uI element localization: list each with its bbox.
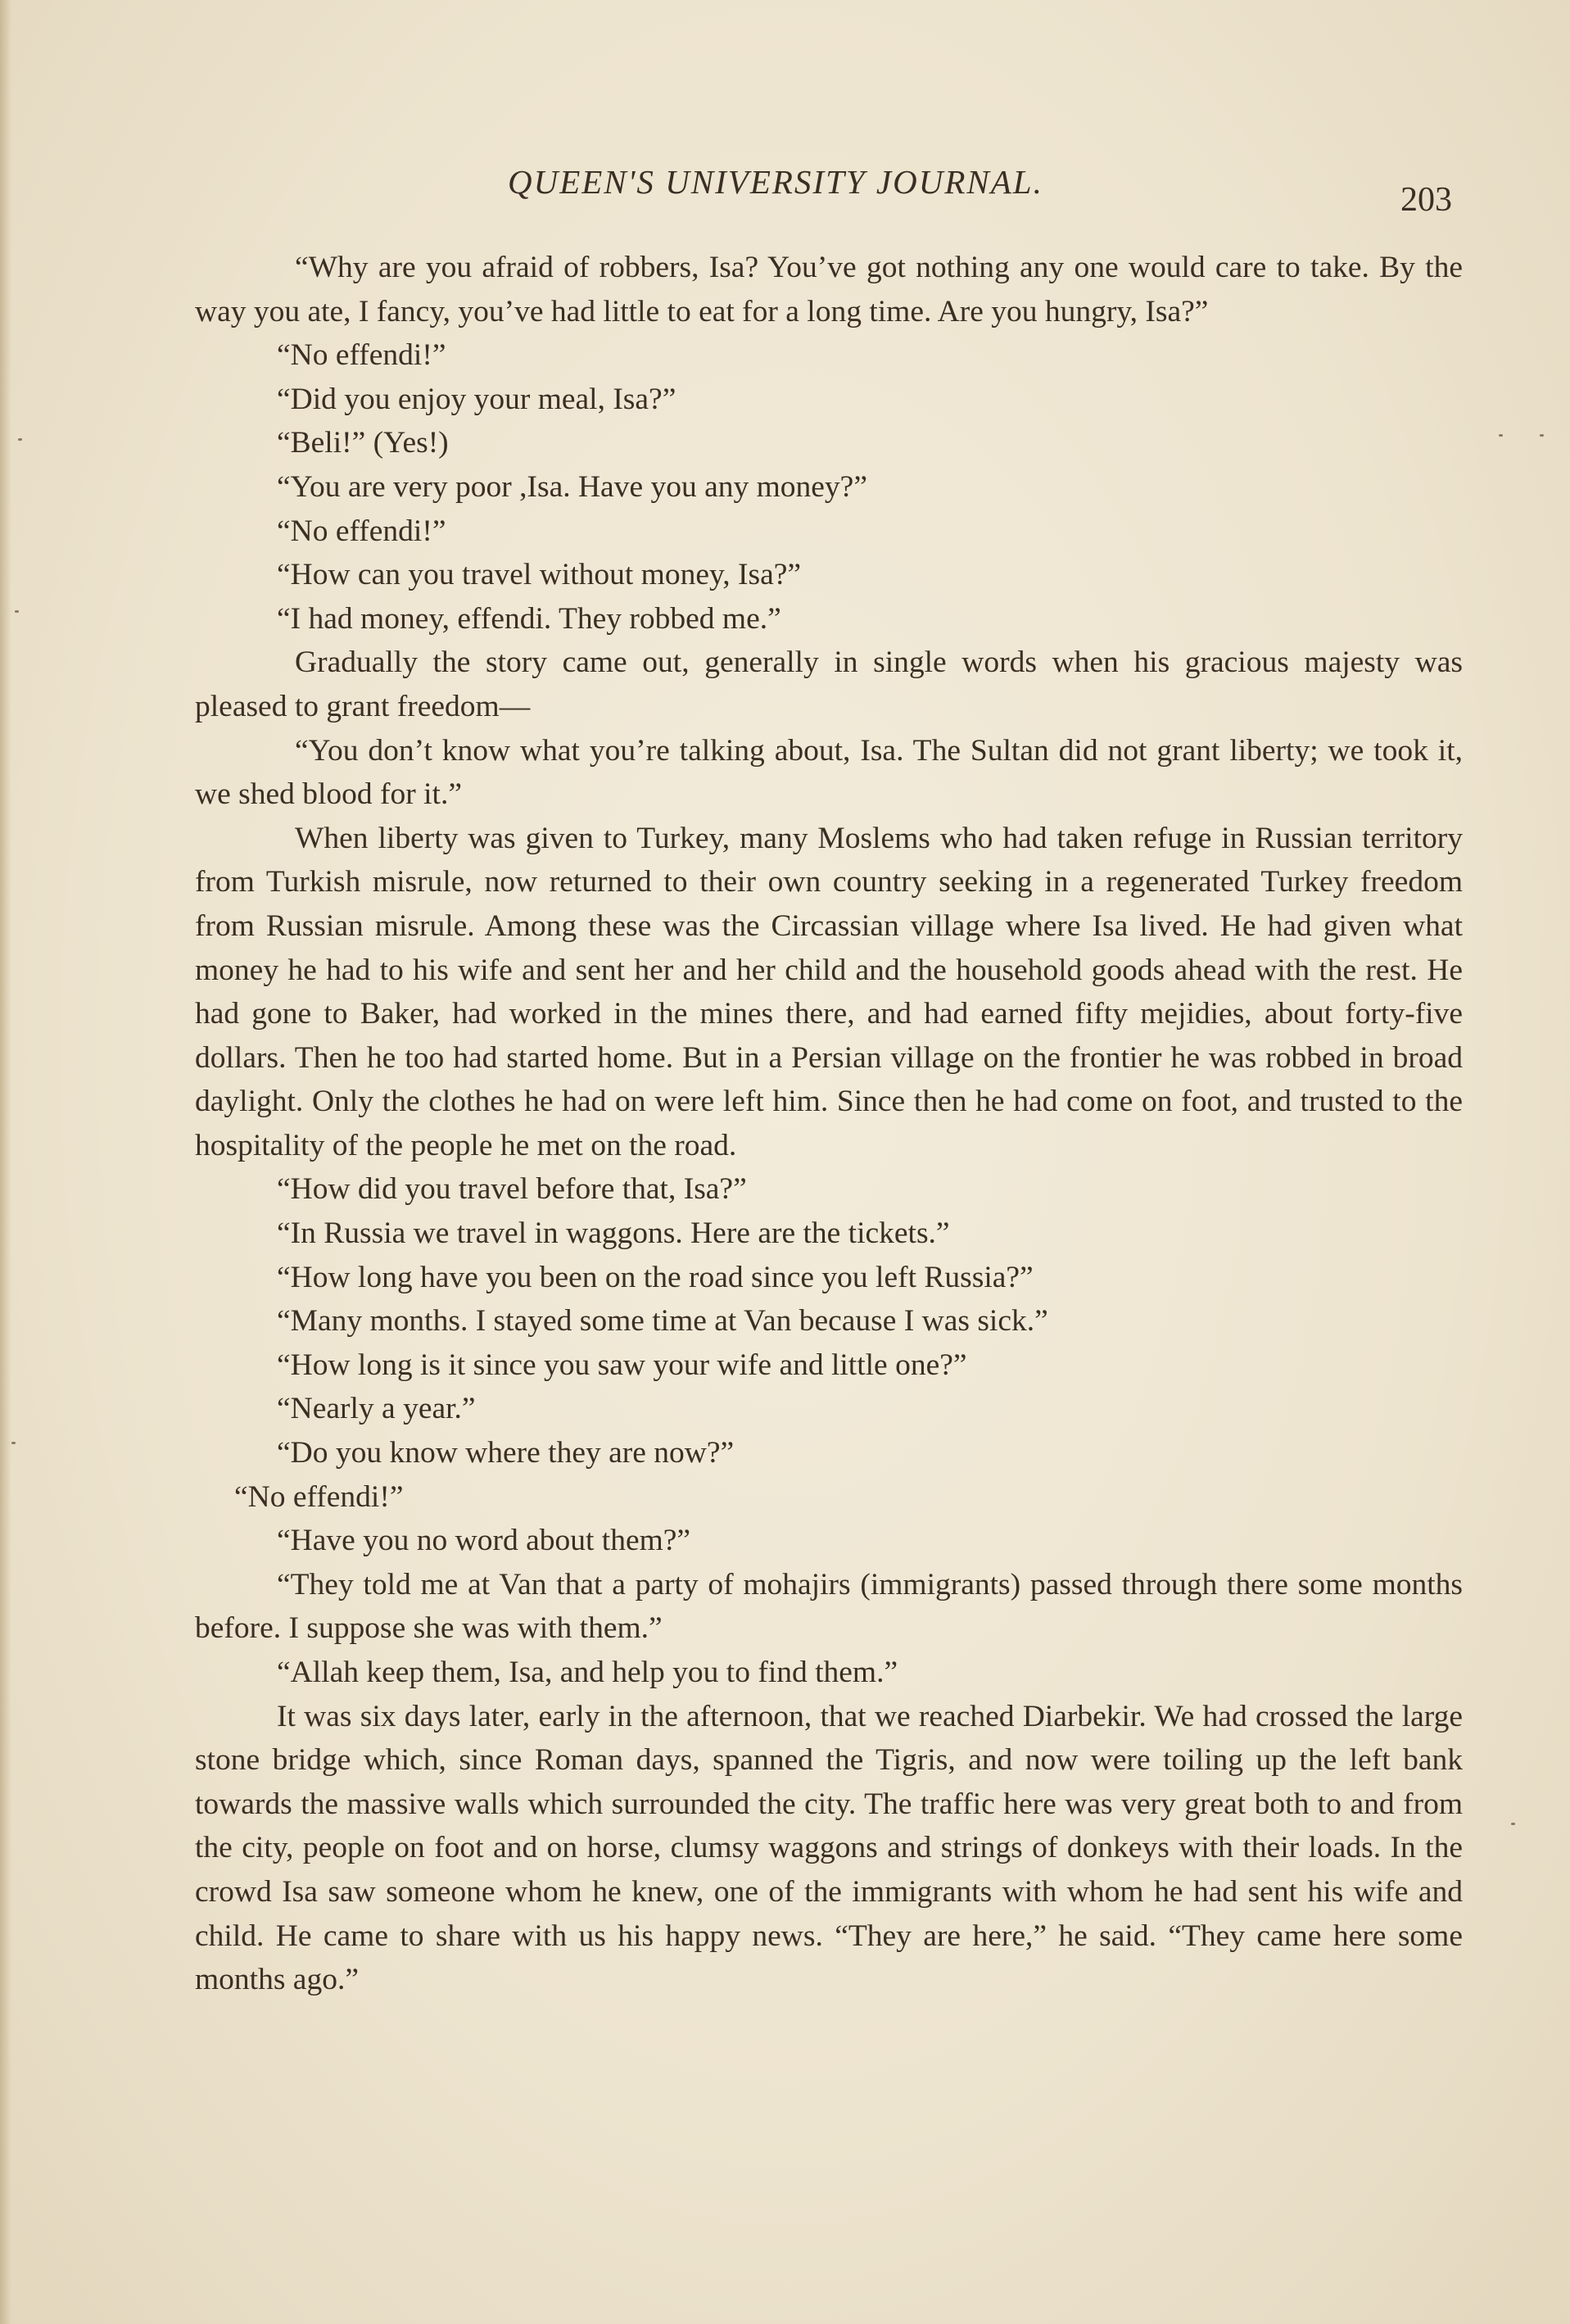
paragraph: “No effendi!” — [277, 514, 446, 548]
paragraph: “No effendi!” — [234, 1479, 404, 1514]
paragraph: “Do you know where they are now?” — [277, 1436, 735, 1470]
running-title: QUEEN'S UNIVERSITY JOURNAL. — [508, 163, 1043, 201]
paragraph: “You are very poor ,Isa. Have you any money?” — [277, 469, 867, 504]
paragraph: “How long have you been on the road since you left Russia?” — [277, 1260, 1034, 1294]
paragraph: “Why are you afraid of robbers, Isa? You’ve got nothing any one would care to take. By the way you ate, I fancy, you’ve had little to eat for a long time. Are you hungry, Isa?” — [195, 251, 1463, 328]
paragraph: “Many months. I stayed some time at Van because I was sick.” — [277, 1304, 1048, 1339]
paper-speck — [15, 610, 19, 613]
paragraph: “They told me at Van that a party of mohajirs (immigrants) passed through there some months before. I suppose she was with them.” — [195, 1567, 1463, 1646]
paragraph: “In Russia we travel in waggons. Here are the tickets.” — [277, 1216, 950, 1251]
body-text — [195, 246, 1463, 2002]
paragraph: When liberty was given to Turkey, many Moslems who had taken refuge in Russian territory from Turkish misrule, now returned to their own country seeking in a regenerated Turkey freedom from Russian misrule. Among these was the Circassian village where Isa lived. He had given what money he had to his wife and sent her and her child and the household goods ahead with the rest. He had gone to Baker, had worked in the mines there, and had earned fifty mejidies, about forty-five dollars. Then he too had started home. But in a Persian village on the frontier he was robbed in broad daylight. Only the clothes he had on were left him. Since then he had come on foot, and trusted to the hospitality of the people he met on the road. — [195, 821, 1463, 1162]
paper-speck — [1511, 1823, 1515, 1825]
paper-speck — [1540, 434, 1544, 437]
paragraph: “How did you travel before that, Isa?” — [277, 1172, 747, 1207]
paper-speck — [1499, 434, 1503, 437]
page-edge-shadow — [0, 0, 11, 2324]
paragraph: “Did you enjoy your meal, Isa?” — [277, 382, 676, 416]
paper-speck — [11, 1442, 16, 1444]
paragraph: “No effendi!” — [277, 338, 446, 373]
paragraph: “Nearly a year.” — [277, 1392, 476, 1426]
paragraph: “Allah keep them, Isa, and help you to find them.” — [277, 1656, 898, 1689]
paragraph: “Beli!” (Yes!) — [277, 426, 449, 460]
paragraph: “How can you travel without money, Isa?” — [277, 558, 802, 592]
paragraph: “Have you no word about them?” — [277, 1524, 691, 1558]
paper-speck — [18, 438, 22, 441]
page-number: 203 — [1400, 181, 1452, 219]
paragraph: “How long is it since you saw your wife and little one?” — [277, 1348, 967, 1382]
paragraph: It was six days later, early in the afternoon, that we reached Diarbekir. We had crossed the large stone bridge which, since Roman days, spanned the Tigris, and now were toiling up the left bank towards the massive walls which surrounded the city. The traffic here was very great both to and from the city, people on foot and on horse, clumsy waggons and strings of donkeys with their loads. In the crowd Isa saw someone whom he knew, one of the immigrants with whom he had sent his wife and child. He came to share with us his happy news. “They are here,” he said. “They came here some months ago.” — [195, 1699, 1463, 1997]
paragraph: “You don’t know what you’re talking about, Isa. The Sultan did not grant liberty; we took it, we shed blood for it.” — [195, 733, 1463, 812]
paragraph: “I had money, effendi. They robbed me.” — [277, 601, 781, 636]
paragraph: Gradually the story came out, generally in single words when his gracious majesty was pleased to grant freedom— — [195, 646, 1463, 723]
